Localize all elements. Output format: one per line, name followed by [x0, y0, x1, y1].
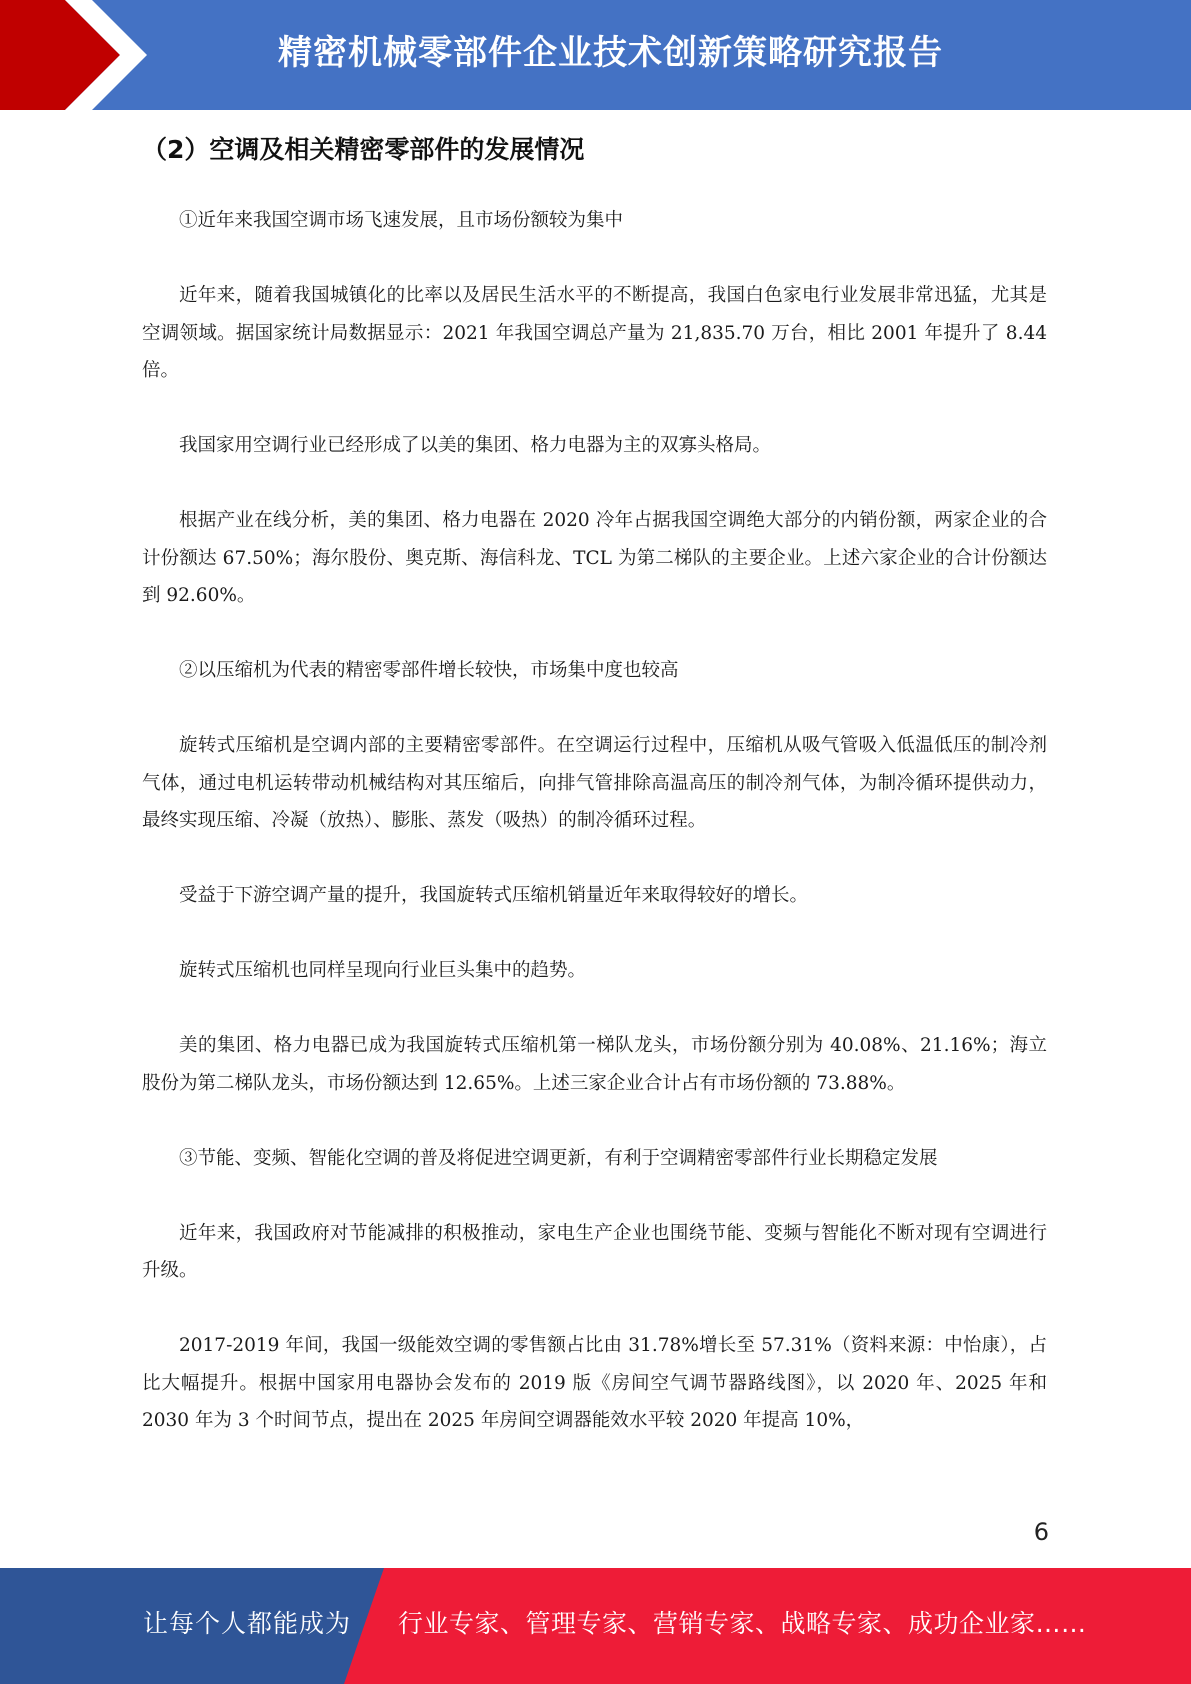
paragraph: 美的集团、格力电器已成为我国旋转式压缩机第一梯队龙头，市场份额分别为 40.08%、21.16%；海立股份为第二梯队龙头，市场份额达到 12.65%。上述三家企业合计占有市场份额的 73.88%。	[142, 1035, 1047, 1094]
subheading-1: ①近年来我国空调市场飞速发展，且市场份额较为集中	[179, 210, 624, 231]
paragraph: 根据产业在线分析，美的集团、格力电器在 2020 冷年占据我国空调绝大部分的内销份额，两家企业的合计份额达 67.50%；海尔股份、奥克斯、海信科龙、TCL 为第二梯队的主要企业。上述六家企业的合计份额达到 92.60%。	[142, 510, 1047, 606]
footer-slogan-right: 行业专家、管理专家、营销专家、战略专家、成功企业家……	[398, 1609, 1087, 1638]
section-heading: （2）空调及相关精密零部件的发展情况	[142, 135, 585, 164]
paragraph: 2017-2019 年间，我国一级能效空调的零售额占比由 31.78%增长至 57.31%（资料来源：中怡康），占比大幅提升。根据中国家用电器协会发布的 2019 版《房间空气调节器路线图》，以 2020 年、2025 年和 2030 年为 3 个时间节点，提出在 2025 年房间空调器能效水平较 2020 年提高 10%，	[142, 1335, 1047, 1431]
paragraph: 旋转式压缩机也同样呈现向行业巨头集中的趋势。	[179, 960, 587, 981]
paragraph: 我国家用空调行业已经形成了以美的集团、格力电器为主的双寡头格局。	[179, 435, 772, 456]
paragraph: 旋转式压缩机是空调内部的主要精密零部件。在空调运行过程中，压缩机从吸气管吸入低温低压的制冷剂气体，通过电机运转带动机械结构对其压缩后，向排气管排除高温高压的制冷剂气体，为制冷循环提供动力，最终实现压缩、冷凝（放热）、膨胀、蒸发（吸热）的制冷循环过程。	[142, 735, 1047, 831]
subheading-2: ②以压缩机为代表的精密零部件增长较快，市场集中度也较高	[179, 660, 679, 681]
subheading-3: ③节能、变频、智能化空调的普及将促进空调更新，有利于空调精密零部件行业长期稳定发展	[179, 1147, 938, 1169]
header-banner	[0, 0, 1191, 110]
report-title: 精密机械零部件企业技术创新策略研究报告	[278, 33, 943, 73]
paragraph: 近年来，我国政府对节能减排的积极推动，家电生产企业也围绕节能、变频与智能化不断对现有空调进行升级。	[142, 1222, 1047, 1281]
page-number: 6	[1033, 1518, 1049, 1546]
document-body	[142, 128, 1047, 1477]
paragraph: 近年来，随着我国城镇化的比率以及居民生活水平的不断提高，我国白色家电行业发展非常迅猛，尤其是空调领域。据国家统计局数据显示：2021 年我国空调总产量为 21,835.70 万台，相比 2001 年提升了 8.44 倍。	[142, 285, 1047, 381]
footer-banner	[0, 1568, 1191, 1684]
paragraph: 受益于下游空调产量的提升，我国旋转式压缩机销量近年来取得较好的增长。	[179, 885, 809, 906]
footer-slogan-left: 让每个人都能成为	[143, 1609, 352, 1638]
